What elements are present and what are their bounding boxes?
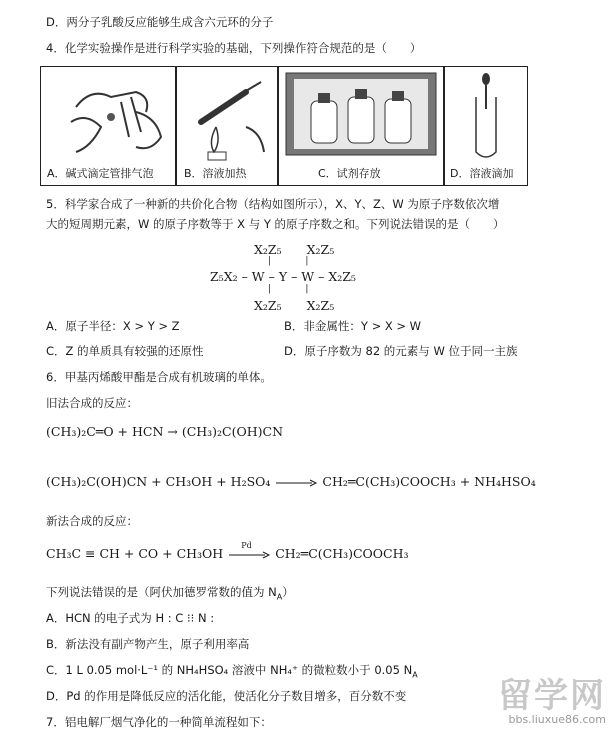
structure-bottom-bonds: | | bbox=[268, 284, 309, 294]
burette-bubble-image bbox=[41, 67, 176, 162]
q6-question-end: ） bbox=[282, 585, 294, 599]
new-method-label: 新法合成的反应： bbox=[46, 514, 138, 528]
q5-option-b: B．非金属性：Y > X > W bbox=[284, 319, 422, 333]
q4-option-a-panel bbox=[40, 66, 177, 186]
q4-option-a-caption: A．碱式滴定管排气泡 bbox=[47, 167, 154, 180]
q4-option-b-panel bbox=[175, 66, 279, 186]
structure-middle-row: Z₅X₂ – W – Y – W – X₂Z₅ bbox=[210, 269, 356, 284]
q6-option-a: A．HCN 的电子式为 H : C ⁝⁝ N : bbox=[46, 611, 215, 625]
structure-top-row: X₂Z₅ X₂Z₅ bbox=[254, 242, 335, 257]
old-method-label: 旧法合成的反应： bbox=[46, 396, 138, 410]
watermark bbox=[498, 668, 606, 726]
q5-option-c: C．Z 的单质具有较强的还原性 bbox=[46, 344, 204, 358]
catalyst-arrow-icon bbox=[227, 540, 271, 561]
equation-3-products: CH₂═C(CH₃)COOCH₃ bbox=[275, 546, 409, 561]
watermark-url: bbs.liuxue86.com bbox=[508, 713, 606, 726]
structure-top-bonds: | | bbox=[268, 256, 309, 266]
q4-stem: 4．化学实验操作是进行科学实验的基础，下列操作符合规范的是（ ） bbox=[46, 41, 422, 55]
catalyst-label: Pd bbox=[241, 540, 252, 550]
q5-stem-1: 5．科学家合成了一种新的共价化合物（结构如图所示），X、Y、Z、W 为原子序数依次增 bbox=[46, 197, 500, 211]
equation-3-reactants: CH₃C ≡ CH + CO + CH₃OH bbox=[46, 546, 224, 561]
test-tube-heating-image bbox=[176, 67, 278, 162]
q6-option-c-text: C．1 L 0.05 mol·L⁻¹ 的 NH₄HSO₄ 溶液中 NH₄⁺ 的微粒数小于 0.05 N bbox=[46, 663, 413, 677]
dropper-test-tube-image bbox=[444, 67, 527, 162]
equation-2-products: CH₂═C(CH₃)COOCH₃ + NH₄HSO₄ bbox=[322, 474, 536, 489]
q4-option-d-panel bbox=[443, 66, 528, 186]
equation-3 bbox=[46, 540, 409, 561]
equation-2-reactants: (CH₃)₂C(OH)CN + CH₃OH + H₂SO₄ bbox=[46, 474, 271, 489]
q5-option-a: A．原子半径：X > Y > Z bbox=[46, 319, 180, 333]
q6-question-sub: A bbox=[276, 592, 283, 602]
q6-question-text: 下列说法错误的是（阿伏加德罗常数的值为 N bbox=[46, 585, 277, 599]
q4-option-c-caption: C．试剂存放 bbox=[318, 167, 381, 180]
q7-stem: 7．铝电解厂烟气净化的一种简单流程如下： bbox=[46, 715, 272, 729]
q3-option-d: D．两分子乳酸反应能够生成含六元环的分子 bbox=[46, 15, 274, 29]
q4-option-b-caption: B．溶液加热 bbox=[184, 167, 247, 180]
equation-1: (CH₃)₂C═O + HCN → (CH₃)₂C(OH)CN bbox=[46, 424, 284, 439]
q5-stem-2: 大的短周期元素，W 的原子序数等于 X 与 Y 的原子序数之和。下列说法错误的是（ ） bbox=[46, 217, 505, 231]
q6-question bbox=[46, 584, 294, 601]
q6-option-d: D．Pd 的作用是降低反应的活化能，使活化分子数目增多，百分数不变 bbox=[46, 689, 407, 703]
long-arrow-icon bbox=[274, 477, 318, 489]
q6-stem: 6．甲基丙烯酸甲酯是合成有机玻璃的单体。 bbox=[46, 370, 272, 384]
structure-bottom-row: X₂Z₅ X₂Z₅ bbox=[254, 298, 335, 313]
q4-option-c-panel bbox=[277, 66, 445, 186]
reagent-storage-image bbox=[278, 67, 444, 162]
q6-option-b: B．新法没有副产物产生，原子利用率高 bbox=[46, 637, 250, 651]
q4-option-d-caption: D．溶液滴加 bbox=[450, 167, 514, 180]
q6-option-c bbox=[46, 662, 418, 679]
q5-option-d: D．原子序数为 82 的元素与 W 位于同一主族 bbox=[284, 344, 518, 358]
equation-2 bbox=[46, 474, 536, 489]
watermark-logo: 留学网 bbox=[498, 676, 606, 716]
q6-option-c-sub: A bbox=[412, 670, 418, 680]
